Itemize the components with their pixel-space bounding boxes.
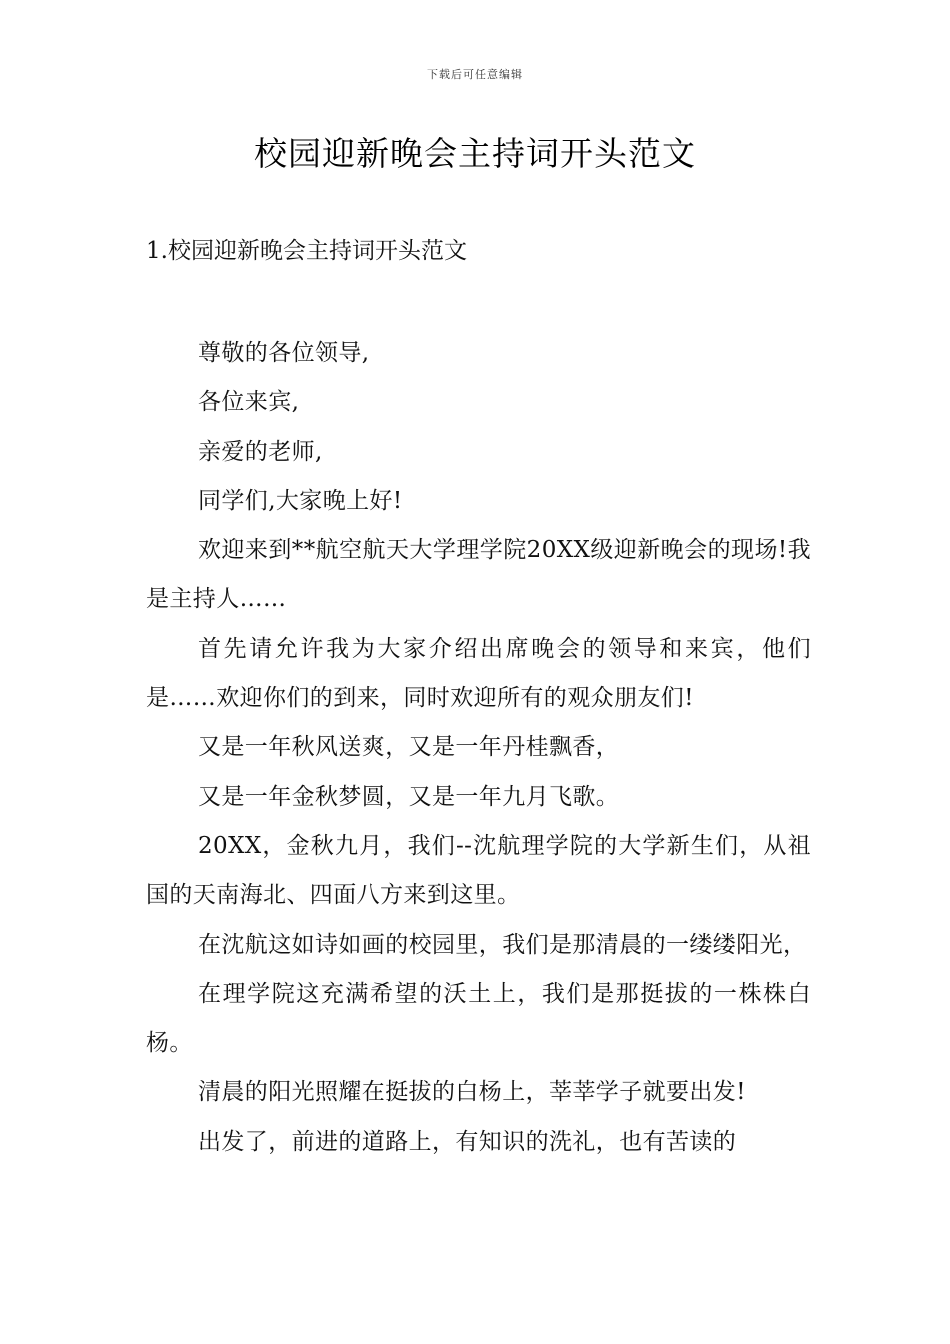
paragraph: 欢迎来到**航空航天大学理学院20XX级迎新晚会的现场!我是主持人…… [146, 537, 811, 613]
paragraph: 首先请允许我为大家介绍出席晚会的领导和来宾，他们是……欢迎你们的到来，同时欢迎所有的观众朋友们! [146, 635, 811, 712]
paragraph: 亲爱的老师, [198, 438, 323, 465]
paragraph: 在沈航这如诗如画的校园里，我们是那清晨的一缕缕阳光， [198, 931, 807, 958]
document-title: 校园迎新晚会主持词开头范文 [254, 134, 696, 173]
paragraph: 又是一年秋风送爽，又是一年丹桂飘香， [198, 734, 620, 761]
document-body [146, 329, 811, 1167]
paragraph: 各位来宾, [198, 389, 300, 416]
paragraph: 清晨的阳光照耀在挺拔的白杨上，莘莘学子就要出发! [198, 1079, 746, 1106]
paragraph: 同学们,大家晚上好! [198, 487, 403, 514]
paragraph: 尊敬的各位领导, [198, 340, 370, 366]
paragraph: 又是一年金秋梦圆，又是一年九月飞歌。 [198, 783, 620, 810]
section-heading: 1.校园迎新晚会主持词开头范文 [146, 238, 467, 264]
paragraph: 20XX，金秋九月，我们--沈航理学院的大学新生们，从祖国的天南海北、四面八方来到这里。 [146, 832, 811, 909]
paragraph: 出发了，前进的道路上，有知识的洗礼，也有苦读的 [198, 1128, 737, 1155]
header-note: 下载后可任意编辑 [427, 68, 523, 81]
paragraph: 在理学院这充满希望的沃土上，我们是那挺拔的一株株白杨。 [146, 980, 811, 1057]
